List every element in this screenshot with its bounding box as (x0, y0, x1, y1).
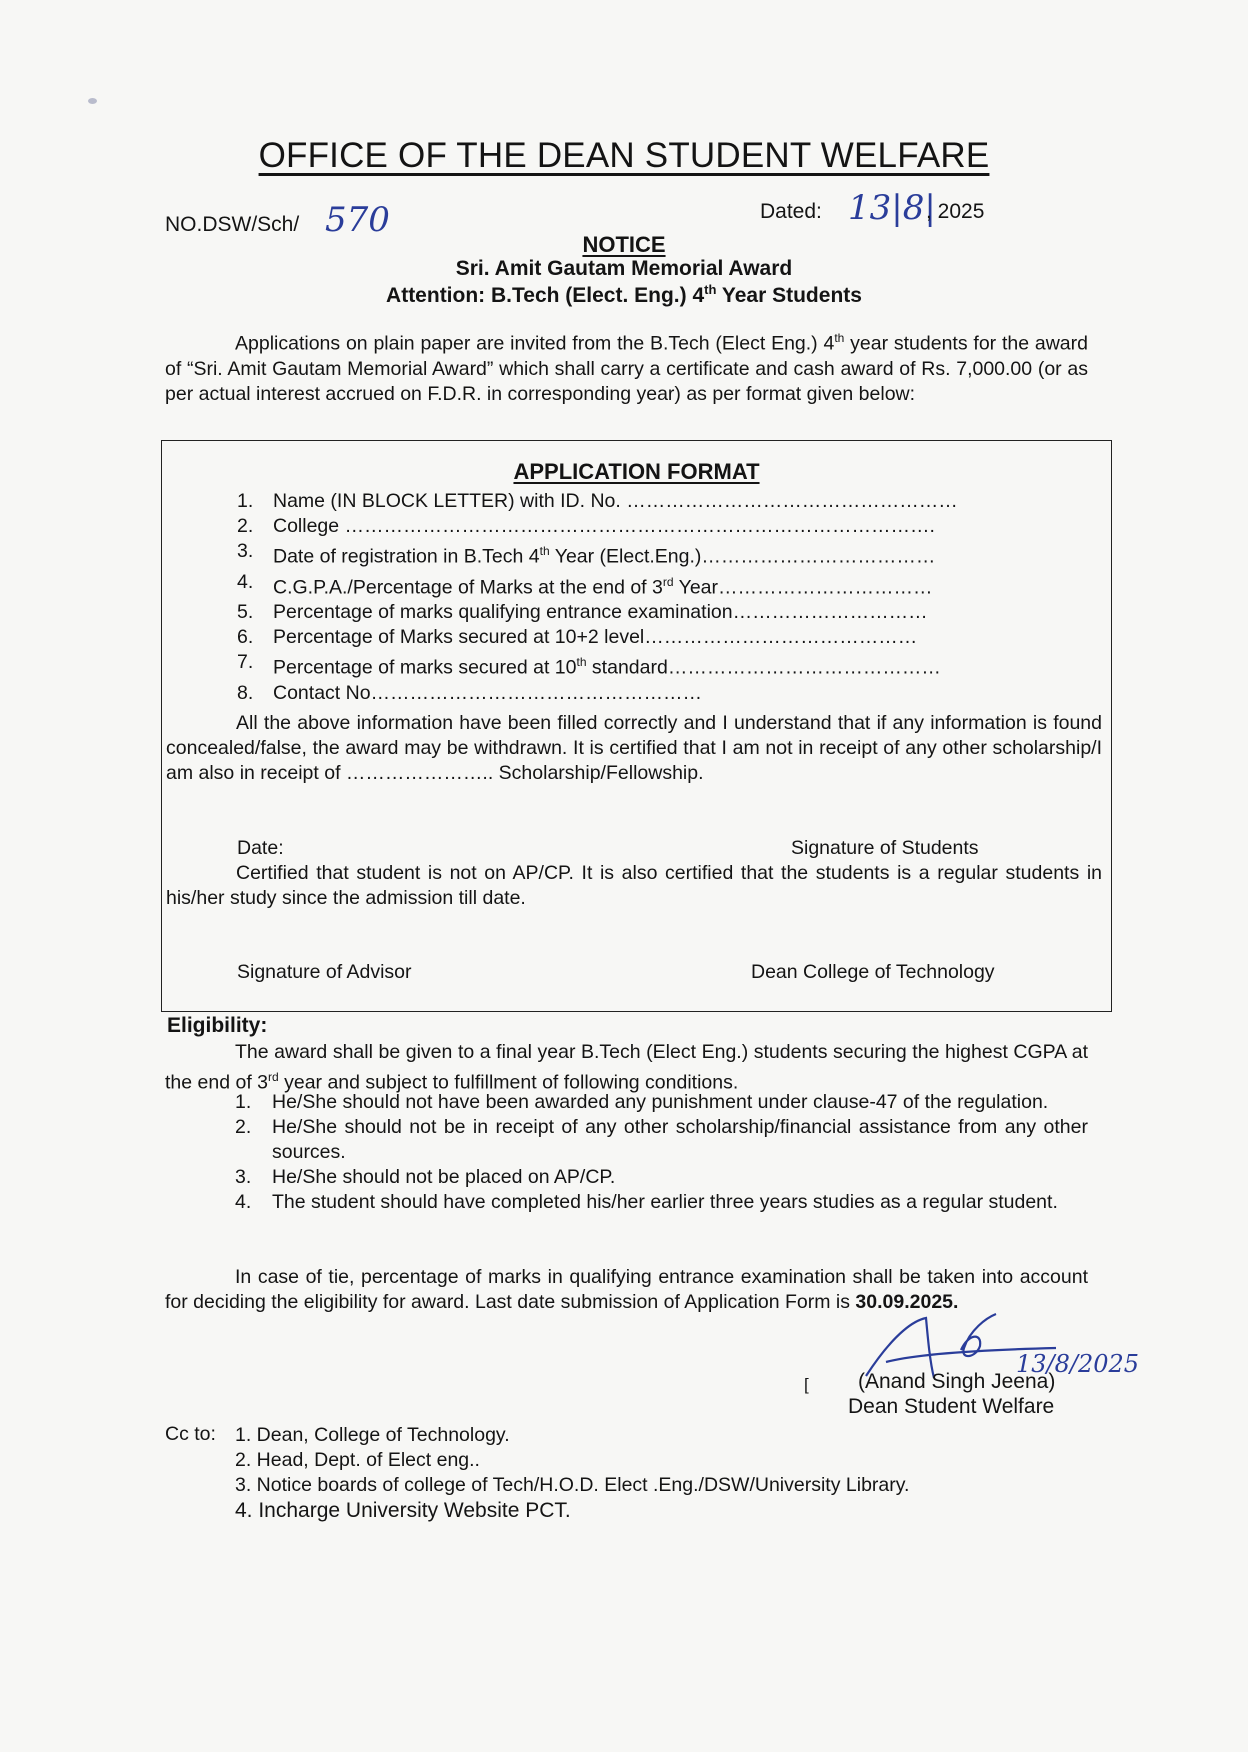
signatory-title: Dean Student Welfare (848, 1395, 1055, 1418)
cc-list (235, 1423, 909, 1523)
reference-number-handwritten: 570 (325, 200, 390, 240)
date-year: , 2025 (926, 200, 985, 223)
office-title: OFFICE OF THE DEAN STUDENT WELFARE (258, 136, 990, 175)
certification-paragraph: Certified that student is not on AP/CP. It is also certified that the students is a regular students in his/her study since the admission till date. (166, 862, 1102, 909)
dean-college-of-technology: Dean College of Technology (751, 961, 995, 983)
reference-prefix: NO.DSW/Sch/ (165, 213, 300, 236)
tie-clause-paragraph: In case of tie, percentage of marks in qualifying entrance examination shall be taken into account for deciding the eligibility for award. Last date submission of Application Form is 30.09.2025. (165, 1266, 1088, 1313)
condition-item: 2. He/She should not be in receipt of any other scholarship/financial assistance from any other sources. (235, 1116, 1088, 1163)
cc-item: 2. Head, Dept. of Elect eng.. (235, 1449, 480, 1471)
cc-label: Cc to: (165, 1423, 216, 1445)
field-item: 5. Percentage of marks qualifying entrance examination………………………… (237, 601, 928, 623)
date-handwritten: 13|8| (848, 188, 936, 228)
field-item: 3. Date of registration in B.Tech 4th Year (Elect.Eng.)……………………………… (237, 540, 936, 568)
condition-item: 1. He/She should not have been awarded any punishment under clause-47 of the regulation. (235, 1091, 1049, 1113)
field-item: 6. Percentage of Marks secured at 10+2 level…………………………………… (237, 626, 918, 648)
signatory-bracket: [ (804, 1375, 809, 1394)
intro-paragraph: Applications on plain paper are invited from the B.Tech (Elect Eng.) 4th year students for the award of “Sri. Amit Gautam Memorial Award” which shall carry a certificate and cash award of Rs. 7,000.00 (or as per actual interest accrued on F.D.R. in corresponding year) as per format given below: (165, 331, 1088, 405)
award-name: Sri. Amit Gautam Memorial Award (455, 257, 793, 280)
scan-speck (88, 98, 97, 104)
signature-of-advisor: Signature of Advisor (237, 961, 412, 983)
field-item: 7. Percentage of marks secured at 10th standard…………………………………… (237, 651, 941, 679)
last-date: 30.09.2025. (855, 1291, 959, 1313)
signature-of-students: Signature of Students (791, 837, 979, 859)
signatory-name: (Anand Singh Jeena) (858, 1370, 1056, 1393)
cc-item: 4. Incharge University Website PCT. (235, 1499, 571, 1522)
declaration-paragraph: All the above information have been filled correctly and I understand that if any information is found concealed/false, the award may be withdrawn. It is certified that I am not in receipt of any other scholarship/I am also in receipt of ………………….. Scholarship/Fellowship. (166, 712, 1102, 784)
eligibility-heading: Eligibility: (167, 1014, 268, 1037)
application-format-box (161, 440, 1112, 1012)
application-fields-list (237, 489, 1097, 706)
form-date-label: Date: (237, 837, 284, 859)
cc-item: 3. Notice boards of college of Tech/H.O.D. Elect .Eng./DSW/University Library. (235, 1474, 910, 1496)
attention-line: Attention: B.Tech (Elect. Eng.) 4th Year Students (386, 282, 862, 307)
field-item: 2. College ………………………………………………………………………………. (237, 515, 935, 537)
dated-label: Dated: (760, 200, 822, 223)
condition-item: 3. He/She should not be placed on AP/CP. (235, 1166, 616, 1188)
signature-date-handwritten: 13/8/2025 (1016, 1350, 1140, 1378)
condition-item: 4. The student should have completed his/her earlier three years studies as a regular student. (235, 1191, 1058, 1213)
field-item: 8. Contact No…………………………………………… (237, 681, 703, 704)
eligibility-intro: The award shall be given to a final year B.Tech (Elect Eng.) students securing the highest CGPA at the end of 3rd year and subject to fulfillment of following conditions. (165, 1041, 1088, 1094)
field-item: 4. C.G.P.A./Percentage of Marks at the end of 3rd Year…………………………… (237, 570, 933, 598)
cc-item: 1. Dean, College of Technology. (235, 1424, 510, 1446)
notice-label: NOTICE (582, 232, 666, 257)
application-format-heading: APPLICATION FORMAT (513, 459, 760, 484)
eligibility-conditions-list (165, 1090, 1088, 1215)
field-item: 1. Name (IN BLOCK LETTER) with ID. No. …………………………………………… (237, 490, 958, 512)
